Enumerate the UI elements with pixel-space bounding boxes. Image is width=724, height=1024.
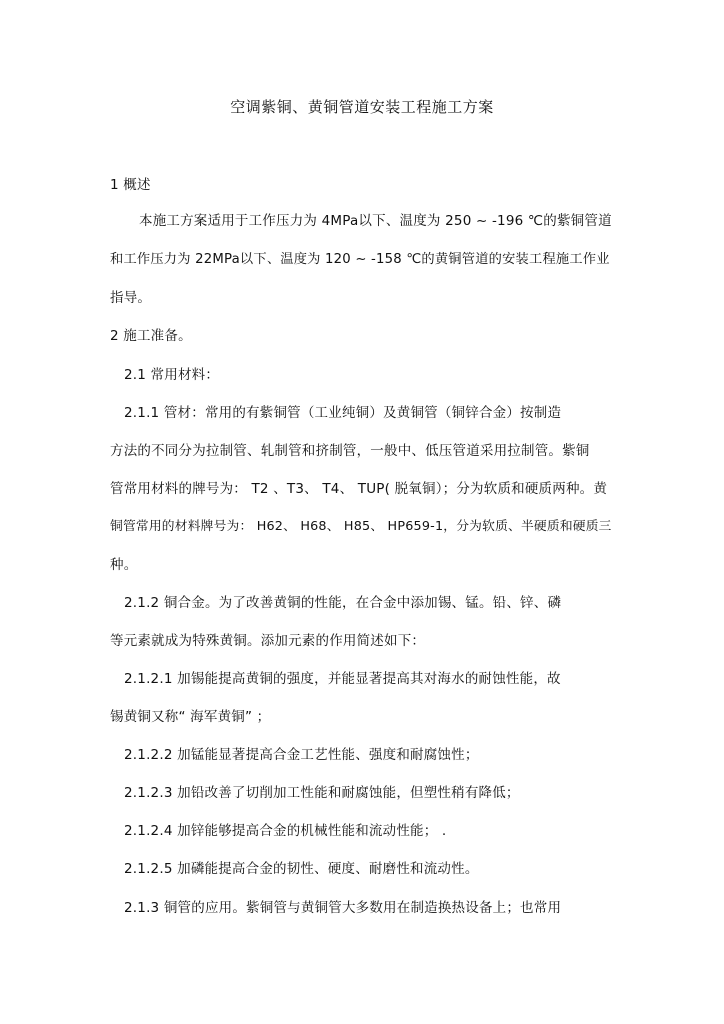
paragraph-line: 锡黄铜又称“ 海军黄铜” ； — [110, 709, 271, 725]
list-item: 2.1.2.3 加铅改善了切削加工性能和耐腐蚀能，但塑性稍有降低； — [124, 785, 520, 801]
section-heading-1: 1 概述 — [110, 177, 151, 193]
paragraph-line: 本施工方案适用于工作压力为 4MPa以下、温度为 250 ~ -196 ℃的紫铜管道 — [139, 213, 612, 229]
subsection-heading: 2.1 常用材料： — [124, 367, 220, 383]
paragraph-line: 铜管常用的材料牌号为： H62、 H68、 H85、 HP659-1，分为软质、半硬质和硬质三 — [110, 519, 612, 534]
paragraph-line: 指导。 — [110, 290, 152, 306]
paragraph-line: 和工作压力为 22MPa以下、温度为 120 ~ -158 ℃的黄铜管道的安装工程施工作业 — [110, 252, 610, 267]
paragraph-line: 2.1.3 铜管的应用。紫铜管与黄铜管大多数用在制造换热设备上；也常用 — [124, 900, 562, 916]
list-item: 2.1.2.4 加锌能够提高合金的机械性能和流动性能； . — [124, 823, 447, 839]
paragraph-line: 管常用材料的牌号为： T2 、T3、 T4、 TUP( 脱氧铜）；分为软质和硬质两种。黄 — [110, 481, 608, 497]
paragraph-line: 等元素就成为特殊黄铜。添加元素的作用简述如下： — [110, 633, 426, 649]
list-item: 2.1.2.5 加磷能提高合金的韧性、硬度、耐磨性和流动性。 — [124, 861, 479, 877]
section-heading-2: 2 施工准备。 — [110, 328, 192, 344]
paragraph-line: 2.1.2 铜合金。为了改善黄铜的性能，在合金中添加锡、锰。铅、锌、磷 — [124, 595, 562, 611]
document-title: 空调紫铜、黄铜管道安装工程施工方案 — [230, 98, 494, 116]
paragraph-line: 2.1.1 管材：常用的有紫铜管（工业纯铜）及黄铜管（铜锌合金）按制造 — [124, 405, 562, 421]
paragraph-line: 种。 — [110, 557, 138, 573]
list-item: 2.1.2.1 加锡能提高黄铜的强度，并能显著提高其对海水的耐蚀性能，故 — [124, 671, 561, 687]
paragraph-line: 方法的不同分为拉制管、轧制管和挤制管，一般中、低压管道采用拉制管。紫铜 — [110, 443, 590, 459]
list-item: 2.1.2.2 加锰能显著提高合金工艺性能、强度和耐腐蚀性； — [124, 747, 479, 763]
